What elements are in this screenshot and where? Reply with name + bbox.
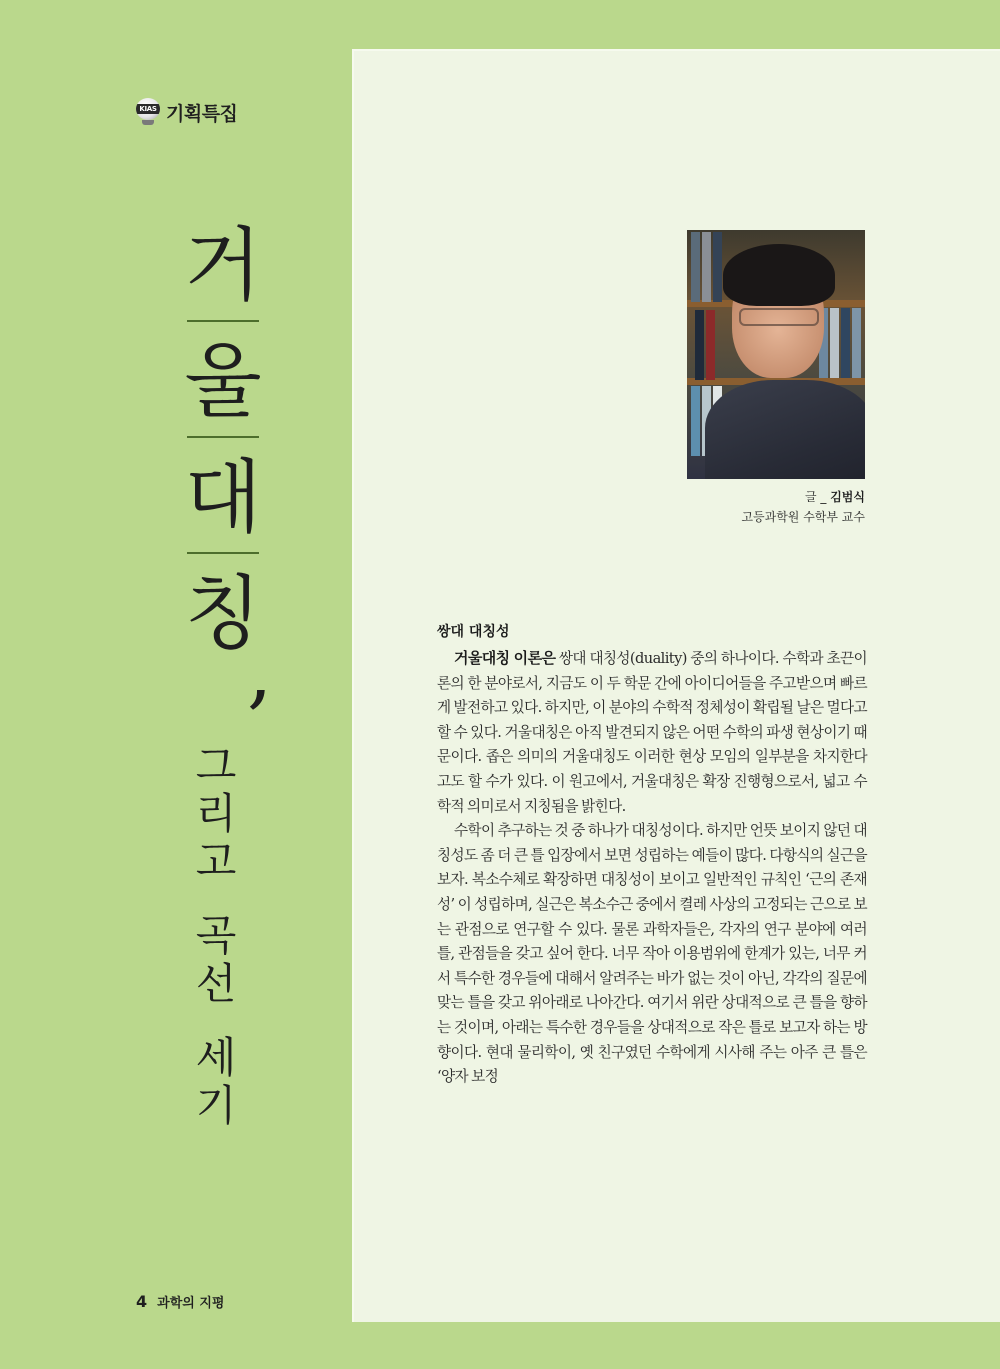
- subtitle-char: 곡: [195, 911, 237, 960]
- page-title: [178, 218, 268, 662]
- title-char: 울: [184, 335, 262, 428]
- paragraph-text: 수학이 추구하는 것 중 하나가 대칭성이다. 하지만 언뜻 보이지 않던 대칭성도 좀 더 큰 틀 입장에서 보면 성립하는 예들이 많다. 다항식의 실근을 보자. 복소수체로 확장하면 대칭성이 보이고 일반적인 규칙인 ‘근의 존재성’ 이 성립하며, 실근은 복소수근 중에서 켤레 사상의 고정되는 근으로 보는 관점으로 연구할 수 있다. 물론 과학자들은, 각자의 연구 분야에 여러 틀, 관점들을 갖고 싶어 한다. 너무 작아 이용범위에 한계가 있는, 너무 커서 특수한 경우들에 대해서 알려주는 바가 없는 것이 아닌, 각각의 질문에 맞는 틀을 갖고 위아래로 나아간다. 여기서 위란 상대적으로 큰 틀을 향하는 것이며, 아래는 특수한 경우들을 상대적으로 작은 틀로 보고자 하는 방향이다. 현대 물리학이, 옛 친구였던 수학에게 시사해 주는 아주 큰 틀은 ‘양자 보정: [437, 822, 867, 1086]
- article-body: [437, 618, 867, 1090]
- subtitle-char: 기: [195, 1081, 237, 1130]
- publication-name: 과학의 지평: [157, 1296, 225, 1311]
- subtitle-char: 그: [195, 741, 237, 790]
- author-affiliation: 고등과학원 수학부 교수: [741, 510, 865, 524]
- title-char: 거: [184, 219, 262, 312]
- subtitle-char: 고: [195, 837, 237, 886]
- article-heading: 쌍대 대칭성: [437, 624, 510, 640]
- page-footer: [136, 1292, 224, 1311]
- title-comma: ,: [247, 625, 273, 718]
- kias-logo-icon: KIAS: [136, 98, 160, 126]
- author-photo: [687, 230, 865, 479]
- page-subtitle: [192, 742, 240, 1130]
- title-char: 대: [184, 451, 262, 544]
- article-paragraph: [437, 819, 867, 1090]
- paragraph-text: 쌍대 대칭성(duality) 중의 하나이다. 수학과 초끈이론의 한 분야로서, 지금도 이 두 학문 간에 아이디어들을 주고받으며 빠르게 발전하고 있다. 하지만, 이 분야의 수학적 정체성이 확립될 날은 멀다고 할 수 있다. 거울대칭은 아직 발견되지 않은 어떤 수학의 파생 현상이기 때문이다. 좁은 의미의 거울대칭도 이러한 현상 모임의 일부분을 차지한다고도 할 수가 있다. 이 원고에서, 거울대칭은 확장 진행형으로서, 넓고 수학적 의미로서 지칭됨을 밝힌다.: [437, 650, 867, 815]
- byline-prefix: 글 _: [804, 490, 831, 504]
- title-separator: [187, 436, 259, 438]
- subtitle-char: 선: [195, 959, 237, 1008]
- section-tag-label: 기획특집: [166, 102, 238, 125]
- author-byline: [741, 487, 865, 527]
- author-name: 김범식: [830, 490, 865, 504]
- title-char: 칭: [184, 567, 262, 660]
- subtitle-char: 리: [195, 789, 237, 838]
- section-tag: [136, 98, 237, 126]
- subtitle-char: 세: [195, 1033, 237, 1082]
- title-separator: [187, 320, 259, 322]
- paragraph-lead: 거울대칭 이론은: [454, 649, 556, 667]
- title-separator: [187, 552, 259, 554]
- article-paragraph: [437, 646, 867, 819]
- page-number: 4: [136, 1292, 148, 1311]
